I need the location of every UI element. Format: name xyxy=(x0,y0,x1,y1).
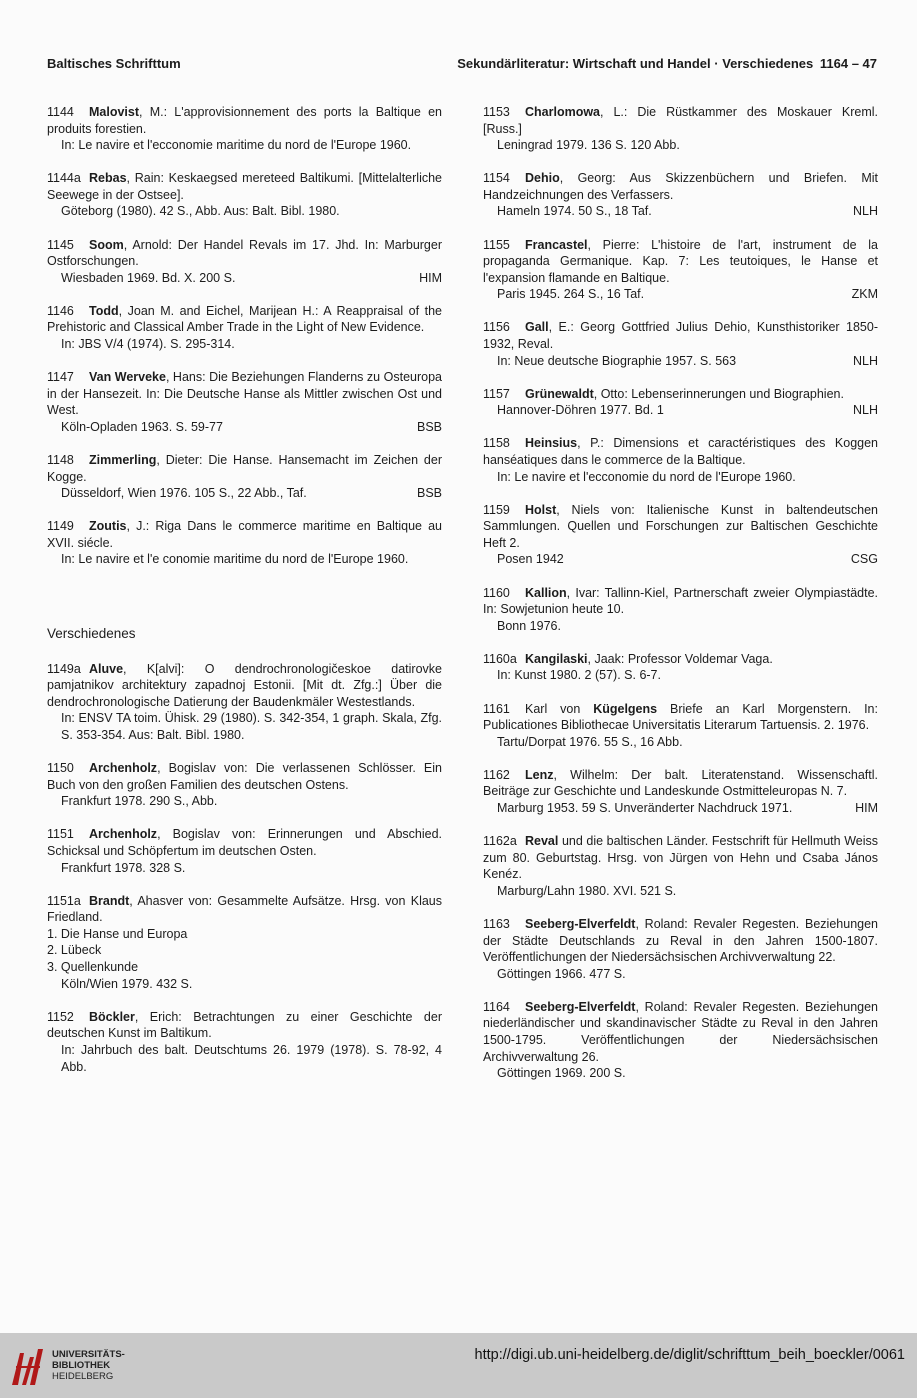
entry-publication xyxy=(47,270,442,287)
entry-publication xyxy=(47,419,442,436)
entry-author: Archenholz xyxy=(89,761,158,776)
entry-number: 1162 xyxy=(483,767,510,782)
entry-list-item: 1. Die Hanse und Europa xyxy=(47,926,188,941)
entry-imprint: In: Kunst 1980. 2 (57). S. 6-7. xyxy=(497,668,661,683)
library-name-line1: UNIVERSITÄTS- xyxy=(52,1349,125,1360)
entry-library-siglum: NLH xyxy=(852,353,878,368)
entry-number: 1146 xyxy=(47,303,74,318)
entry-publication xyxy=(47,203,442,220)
running-head-left: Baltisches Schrifttum xyxy=(47,56,181,71)
entry-number: 1154 xyxy=(483,171,510,186)
entry-citation xyxy=(47,661,442,711)
entry-title: , Jaak: Professor Voldemar Vaga. xyxy=(587,651,773,666)
bibliography-entry xyxy=(483,104,878,154)
entry-library-siglum: ZKM xyxy=(851,287,878,302)
entry-author: Brandt xyxy=(89,893,130,908)
entry-author: Rebas xyxy=(89,171,127,186)
entry-author: Soom xyxy=(89,237,124,252)
bibliography-entry xyxy=(47,237,442,287)
entry-imprint: Köln-Opladen 1963. S. 59-77 xyxy=(61,419,223,434)
entry-number: 1163 xyxy=(483,916,510,931)
bibliography-entry xyxy=(483,386,878,419)
entry-title: , E.: Georg Gottfried Julius Dehio, Kunsthistoriker 1850-1932, Reval. xyxy=(483,320,878,352)
entry-publication xyxy=(483,353,878,370)
bibliography-entry xyxy=(483,767,878,817)
source-url-link[interactable]: http://digi.ub.uni-heidelberg.de/diglit/schrifttum_beih_boeckler/0061 xyxy=(474,1347,905,1363)
entry-author: Todd xyxy=(89,303,119,318)
entry-library-siglum: HIM xyxy=(855,801,878,815)
entry-number: 1149a xyxy=(47,661,81,676)
library-name xyxy=(52,1349,125,1382)
entry-number: 1147 xyxy=(47,370,74,385)
entry-citation xyxy=(47,452,442,485)
entry-library-siglum: CSG xyxy=(850,552,878,567)
entry-imprint: Köln/Wien 1979. 432 S. xyxy=(61,976,193,991)
entry-title: , Bogislav von: Die verlassenen Schlösser. Ein Buch von den großen Familien des deutschen Ostens. xyxy=(47,761,442,792)
entry-author: Heinsius xyxy=(525,436,578,451)
bibliography-entry xyxy=(47,303,442,353)
entry-author: Reval xyxy=(525,834,559,849)
entry-author: Seeberg-Elverfeldt xyxy=(525,916,636,931)
entry-citation xyxy=(483,319,878,352)
bibliography-entry xyxy=(47,826,442,876)
entry-citation xyxy=(483,651,878,668)
entry-title: , Georg: Aus Skizzenbüchern und Briefen. Mit Handzeichnungen des Verfassers. xyxy=(483,171,878,202)
entry-imprint: Frankfurt 1978. 328 S. xyxy=(61,860,186,875)
entry-author: Kügelgens xyxy=(593,701,658,716)
entry-publication xyxy=(483,618,878,635)
bibliography-entry xyxy=(483,170,878,220)
entry-publication xyxy=(483,734,878,751)
entry-number: 1151a xyxy=(47,893,81,908)
entry-imprint: Göttingen 1966. 477 S. xyxy=(497,966,626,981)
entry-author: Dehio xyxy=(525,171,560,186)
entry-title: , Ahasver von: Gesammelte Aufsätze. Hrsg. von Klaus Friedland. xyxy=(47,893,442,925)
section-heading: Verschiedenes xyxy=(47,626,136,642)
entry-author: Zoutis xyxy=(89,519,127,534)
bibliography-entry xyxy=(483,833,878,899)
entry-citation xyxy=(483,999,878,1065)
bibliography-entry xyxy=(47,104,442,154)
entry-number: 1148 xyxy=(47,453,74,467)
entry-publication xyxy=(483,203,878,220)
entry-publication xyxy=(483,551,878,568)
entry-number: 1161 xyxy=(483,701,510,716)
entry-citation xyxy=(47,237,442,270)
entry-imprint: In: Le navire et l'ecconomie du nord de l'Europe 1960. xyxy=(497,469,796,484)
entry-imprint: Göteborg (1980). 42 S., Abb. Aus: Balt. Bibl. 1980. xyxy=(61,204,340,219)
entry-citation xyxy=(47,303,442,336)
entry-citation xyxy=(47,1009,442,1042)
entry-note: In: Le navire et l'e conomie maritime du nord de l'Europe 1960. xyxy=(61,552,409,567)
entry-imprint: Marburg 1953. 59 S. Unveränderter Nachdruck 1971. xyxy=(497,801,793,815)
entry-author: Francastel xyxy=(525,237,588,252)
library-name-line3: HEIDELBERG xyxy=(52,1371,114,1382)
entry-citation xyxy=(47,369,442,419)
entry-citation xyxy=(483,701,878,734)
bibliography-entry xyxy=(483,237,878,303)
entry-number: 1159 xyxy=(483,502,510,517)
entry-number: 1155 xyxy=(483,237,510,252)
entry-imprint: Marburg/Lahn 1980. XVI. 521 S. xyxy=(497,883,677,898)
entry-title: , P.: Dimensions et caractéristiques des Koggen hanséatiques dans le commerce de la Baltique. xyxy=(483,436,878,467)
entry-author: Lenz xyxy=(525,767,554,782)
bibliography-entry xyxy=(483,701,878,751)
entry-citation xyxy=(47,760,442,793)
entry-number: 1144a xyxy=(47,171,81,186)
entry-note: In: Le navire et l'ecconomie maritime du nord de l'Europe 1960. xyxy=(61,138,412,153)
entry-list-item: 2. Lübeck xyxy=(47,943,102,958)
running-head-title: Sekundärliteratur: Wirtschaft und Handel · Verschiedenes xyxy=(457,56,814,71)
bibliography-entry xyxy=(47,369,442,435)
entry-citation xyxy=(483,435,878,468)
footer-bar xyxy=(0,1333,917,1398)
bibliography-entry xyxy=(47,170,442,220)
entry-imprint: Düsseldorf, Wien 1976. 105 S., 22 Abb., Taf. xyxy=(61,486,307,501)
library-logo-icon xyxy=(10,1347,46,1387)
entry-number: 1145 xyxy=(47,237,74,252)
entry-title: , J.: Riga Dans le commerce maritime en Baltique au XVII. siécle. xyxy=(47,519,442,550)
entry-author: Charlomowa xyxy=(525,105,601,119)
entry-title: , Niels von: Italienische Kunst in baltendeutschen Sammlungen. Quellen und Forschungen zur Baltischen Geschichte Heft 2. xyxy=(483,502,878,550)
entry-number: 1160a xyxy=(483,651,517,666)
entry-title: , Joan M. and Eichel, Marijean H.: A Reappraisal of the Prehistoric and Classical Amber Trade in the Light of New Evidence. xyxy=(47,303,442,335)
entry-publication xyxy=(47,976,442,993)
entry-number: 1153 xyxy=(483,105,510,119)
bibliography-entry xyxy=(483,319,878,369)
entry-title: , Ivar: Tallinn-Kiel, Partnerschaft zweier Olympiastädte. In: Sowjetunion heute 10. xyxy=(483,585,878,617)
entry-imprint: Leningrad 1979. 136 S. 120 Abb. xyxy=(497,138,680,153)
entry-note: In: ENSV TA toim. Ühisk. 29 (1980). S. 342-354, 1 graph. Skala, Zfg. S. 353-354. Aus: Balt. Bibl. 1980. xyxy=(61,711,442,743)
entry-author: Kangilaski xyxy=(525,651,588,666)
bibliography-entry xyxy=(483,916,878,982)
entry-imprint: Paris 1945. 264 S., 16 Taf. xyxy=(497,287,645,302)
entry-author: Seeberg-Elverfeldt xyxy=(525,999,636,1014)
entry-author: Gall xyxy=(525,320,549,335)
entry-imprint: Wiesbaden 1969. Bd. X. 200 S. xyxy=(61,270,236,285)
bibliography-entry xyxy=(47,893,442,993)
entry-publication xyxy=(483,667,878,684)
bibliography-entry xyxy=(483,999,878,1082)
entry-publication xyxy=(483,469,878,486)
entry-library-siglum: NLH xyxy=(852,204,878,219)
bibliography-entry xyxy=(483,502,878,568)
entry-imprint: Göttingen 1969. 200 S. xyxy=(497,1066,626,1081)
entry-citation xyxy=(483,916,878,966)
entry-imprint: Posen 1942 xyxy=(497,552,564,567)
entry-title: und die baltischen Länder. Festschrift für Hellmuth Weiss zum 80. Geburtstag. Hrsg. von Jürgen von Hehn und Csaba János Kenéz. xyxy=(483,834,878,882)
entry-citation xyxy=(47,826,442,859)
entry-title: , Hans: Die Beziehungen Flanderns zu Osteuropa in der Hansezeit. In: Die Deutsche Hanse als Mittler zwischen Ost und West. xyxy=(47,370,443,418)
entry-publication xyxy=(47,336,442,353)
entry-citation xyxy=(483,237,878,287)
entry-citation xyxy=(483,170,878,203)
entry-citation xyxy=(483,585,878,618)
entry-publication xyxy=(47,485,442,502)
entry-title: , Bogislav von: Erinnerungen und Abschied. Schicksal und Schöpfertum im deutschen Osten. xyxy=(47,827,442,858)
entry-library-siglum: BSB xyxy=(416,419,442,434)
entry-number: 1156 xyxy=(483,320,510,335)
entry-citation xyxy=(47,518,442,551)
bibliography-entry xyxy=(483,585,878,635)
entry-title: , L.: Die Rüstkammer des Moskauer Kreml. [Russ.] xyxy=(483,105,878,136)
running-head-right xyxy=(454,56,877,71)
entry-title: , Roland: Revaler Regesten. Beziehungen niederländischer und skandinavischer Städte zu Reval in den Jahren 1500-1795. Veröffentlichungen der Niedersächsischen Archivverwaltung 26. xyxy=(483,999,878,1064)
entry-number: 1150 xyxy=(47,761,74,776)
page-header xyxy=(47,56,877,71)
entry-number: 1164 xyxy=(483,999,510,1014)
entry-imprint: Bonn 1976. xyxy=(497,618,561,633)
entry-title: , K[alvi]: O dendrochronologičeskoe datirovke pamjatnikov architektury zapadnoj Estonii. [Mit dt. Zfg.:] Über die dendrochronologische Datierung der Baudenkmäler Westestlands. xyxy=(47,661,442,709)
entry-number: 1144 xyxy=(47,105,74,119)
entry-publication xyxy=(483,966,878,983)
entry-number: 1152 xyxy=(47,1009,74,1024)
entry-author: Holst xyxy=(525,502,557,517)
entry-author: Zimmerling xyxy=(89,453,157,467)
entry-publication xyxy=(483,137,878,154)
entry-imprint: Hameln 1974. 50 S., 18 Taf. xyxy=(497,204,652,219)
entry-imprint: Hannover-Döhren 1977. Bd. 1 xyxy=(497,403,664,418)
left-column xyxy=(47,104,442,1092)
entry-note: In: Jahrbuch des balt. Deutschtums 26. 1979 (1978). S. 78-92, 4 Abb. xyxy=(61,1042,442,1074)
entry-title: Briefe an Karl Morgenstern. In: Publicationes Bibliothecae Universitatis Literarum Tartuensis. 2. 1976. xyxy=(483,701,878,733)
entry-title: , Rain: Keskaegsed mereteed Baltikumi. [Mittelalterliche Seewege in der Ostsee]. xyxy=(47,171,442,202)
entry-title: , M.: L'approvisionnement des ports la Baltique en produits forestien. xyxy=(47,105,442,136)
entry-title: , Wilhelm: Der balt. Literatenstand. Wissenschaftl. Beiträge zur Geschichte und Landeskunde Ostmitteleuropas N. 7. xyxy=(483,767,878,799)
entry-title: , Erich: Betrachtungen zu einer Geschichte der deutschen Kunst im Baltikum. xyxy=(47,1009,442,1041)
entry-imprint: Frankfurt 1978. 290 S., Abb. xyxy=(61,794,218,809)
bibliography-entry xyxy=(47,661,442,744)
bibliography-entry xyxy=(47,518,442,568)
entry-citation xyxy=(47,170,442,203)
right-column xyxy=(483,104,878,1098)
entry-publication xyxy=(47,860,442,877)
entry-author: Malovist xyxy=(89,105,140,119)
entry-publication xyxy=(483,402,878,419)
entry-number: 1162a xyxy=(483,834,517,849)
entry-library-siglum: NLH xyxy=(852,403,878,418)
entry-library-siglum: HIM xyxy=(419,270,442,285)
entry-title: , Otto: Lebenserinnerungen und Biographien. xyxy=(593,386,844,401)
bibliography-entry xyxy=(47,1009,442,1075)
entry-number: 1149 xyxy=(47,519,74,534)
entry-list-item: 3. Quellenkunde xyxy=(47,960,139,975)
library-name-line2: BIBLIOTHEK xyxy=(52,1360,111,1371)
entry-citation xyxy=(483,833,878,883)
entry-title: , Arnold: Der Handel Revals im 17. Jhd. In: Marburger Ostforschungen. xyxy=(47,237,442,269)
entry-citation xyxy=(47,104,442,137)
entry-citation xyxy=(483,767,878,800)
entry-author: Böckler xyxy=(89,1009,135,1024)
entry-author: Kallion xyxy=(525,585,567,600)
entry-imprint: In: JBS V/4 (1974). S. 295-314. xyxy=(61,337,235,352)
entry-citation xyxy=(47,893,442,926)
entry-publication xyxy=(483,286,878,303)
bibliography-entry xyxy=(47,760,442,810)
entry-citation xyxy=(483,386,878,403)
entry-number: 1158 xyxy=(483,436,510,451)
entry-title: , Dieter: Die Hanse. Hansemacht im Zeichen der Kogge. xyxy=(47,453,442,484)
entry-author: Grünewaldt xyxy=(525,386,594,401)
entry-number: 1160 xyxy=(483,585,510,600)
entry-library-siglum: BSB xyxy=(416,486,442,501)
entry-title: , Roland: Revaler Regesten. Beziehungen der Städte Deutschlands zu Reval in den Jahren 1500-1807. Veröffentlichungen der Niedersächsischen Archivverwaltung 22. xyxy=(483,916,878,965)
entry-citation xyxy=(483,502,878,552)
entry-imprint: Tartu/Dorpat 1976. 55 S., 16 Abb. xyxy=(497,734,683,749)
entry-publication xyxy=(483,1065,878,1082)
bibliography-entry xyxy=(47,452,442,502)
entry-publication xyxy=(47,793,442,810)
entry-author: Van Werveke xyxy=(89,370,166,385)
bibliography-entry xyxy=(483,435,878,485)
entry-publication xyxy=(483,883,878,900)
entry-imprint: In: Neue deutsche Biographie 1957. S. 563 xyxy=(497,353,737,368)
entry-number: 1151 xyxy=(47,827,74,842)
entry-publication xyxy=(483,800,878,817)
page-range: 1164 – 47 xyxy=(819,56,877,71)
entry-title: , Pierre: L'histoire de l'art, instrument de la propaganda Germanique. Kap. 7: Les teutoiques, le Hanse et l'expansion flamande en Baltique. xyxy=(483,237,878,285)
entry-prefix: Karl von xyxy=(525,701,594,716)
entry-author: Archenholz xyxy=(89,827,158,842)
bibliography-entry xyxy=(483,651,878,684)
entry-author: Aluve xyxy=(89,661,124,676)
entry-citation xyxy=(483,104,878,137)
entry-number: 1157 xyxy=(483,386,510,401)
